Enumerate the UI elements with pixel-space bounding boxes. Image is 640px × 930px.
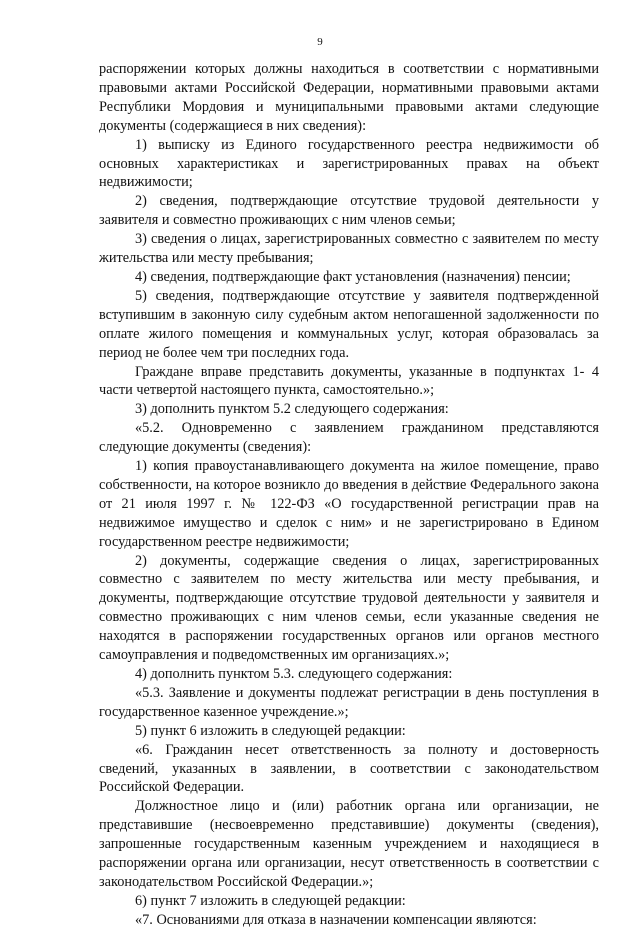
- paragraph: Должностное лицо и (или) работник органа или организации, не представившие (несвоевременно представившие) документы (сведения), запрошенные государственным казенным учреждением и находящиеся в распоряжении органа или организации, несут ответственность в соответствии с законодательством Российской Федерации.»;: [99, 798, 599, 890]
- paragraph: 1) выписку из Единого государственного реестра недвижимости об основных характеристиках и зарегистрированных правах на объект недвижимости;: [99, 136, 599, 191]
- paragraph: 2) документы, содержащие сведения о лицах, зарегистрированных совместно с заявителем по месту жительства или месту пребывания, и документы, подтверждающие отсутствие трудовой деятельности у заявителя и совместно проживающих с ним членов семьи, если указанные сведения не находятся в распоряжении государственных органов или органов местного самоуправления и подведомственных им организациях.»;: [99, 552, 599, 664]
- paragraph: 5) пункт 6 изложить в следующей редакции:: [135, 722, 406, 739]
- paragraph: «5.2. Одновременно с заявлением гражданином представляются следующие документы (сведения):: [99, 420, 599, 456]
- paragraph: распоряжении которых должны находиться в соответствии с нормативными правовыми актами Российской Федерации, нормативными правовыми актами Республики Мордовия и муниципальными правовыми актами следующие документы (содержащиеся в них сведения):: [99, 61, 599, 134]
- paragraph: «6. Гражданин несет ответственность за полноту и достоверность сведений, указанных в заявлении, в соответствии с законодательством Российской Федерации.: [99, 741, 599, 796]
- paragraph: 4) дополнить пунктом 5.3. следующего содержания:: [135, 666, 453, 682]
- paragraph: 3) дополнить пунктом 5.2 следующего содержания:: [135, 401, 449, 418]
- paragraph: Граждане вправе представить документы, указанные в подпунктах 1- 4 части четвертой настоящего пункта, самостоятельно.»;: [99, 363, 599, 399]
- paragraph: 1) копия правоустанавливающего документа на жилое помещение, право собственности, на которое возникло до введения в действие Федерального закона от 21 июля 1997 г. № 122-ФЗ «О государственной регистрации прав на недвижимое имущество и сделок с ним» и не зарегистрировано в Едином государственном реестре недвижимости;: [99, 458, 599, 550]
- paragraph: 4) сведения, подтверждающие факт установления (назначения) пенсии;: [135, 268, 571, 285]
- page-number: 9: [317, 36, 323, 48]
- paragraph: 2) сведения, подтверждающие отсутствие трудовой деятельности у заявителя и совместно проживающих с ним членов семьи;: [99, 193, 599, 229]
- paragraph: «7. Основаниями для отказа в назначении компенсации являются:: [135, 911, 537, 928]
- document-body: [99, 60, 599, 930]
- paragraph: 3) сведения о лицах, зарегистрированных совместно с заявителем по месту жительства или месту пребывания;: [99, 231, 599, 267]
- paragraph: «5.3. Заявление и документы подлежат регистрации в день поступления в государственное казенное учреждение.»;: [99, 684, 599, 720]
- paragraph: 5) сведения, подтверждающие отсутствие у заявителя подтвержденной вступившим в законную силу судебным актом непогашенной задолженности по оплате жилого помещения и коммунальных услуг, которая образовалась за период не более чем три последних года.: [99, 287, 599, 361]
- paragraph: 6) пункт 7 изложить в следующей редакции:: [135, 892, 406, 909]
